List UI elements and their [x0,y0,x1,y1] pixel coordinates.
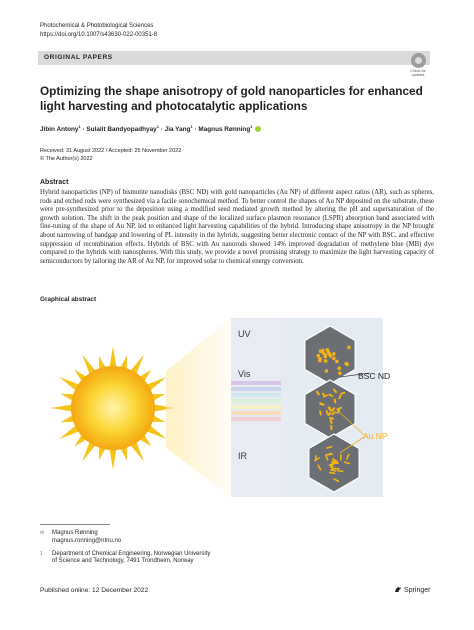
sun-icon [71,366,155,450]
springer-horse-icon [394,586,402,593]
au-nanoparticle [324,355,328,359]
au-nanoparticle [335,360,339,364]
abstract-text: Hybrid nanoparticles (NP) of bismutite nanodisks (BSC ND) with gold nanoparticles (Au NP) of different aspect ratios (AR), such as spheres, rods and etched rods were synthesized via a facile sonochemical method. To better control the shapes of Au NP deposited on the substrate, these were pre-synthesized prior to the deposition using a modified seed mediated growth method by altering the pH and supersaturation of the growth solution. The shift in the peak position and shape of the localized surface plasmon resonance (LSPR) absorption band associated with fine-tuning of the shape of Au NP, led to enhanced light harvesting capabilities of the hybrid. Introducing shape anisotropy in the NP brought about narrowing of bandgap and lowering of PL intensity in the hybrids, suggesting better electronic contact of the NP with BSC, and effective suppression of recombination effects. Hybrids of BSC with Au nanorods showed 14% improved degradation of methylene blue (MB) dye compared to the hybrids with nanospheres. With this study, we provide a novel promising strategy to maximize the light harvesting capacity of semiconductors by tailoring the AR of Au NP, for improved solar to chemical energy conversion. [40,189,434,265]
crossmark-icon [411,53,426,68]
author-affiliation-mark: 1 [156,124,159,129]
author-list: Jibin Antony$^1$ · Sulalit Bandyopadhyay$^1$ · Jia Yang$^1$ · Magnus Rønning$^1$ [40,124,440,133]
orcid-icon[interactable] [255,126,261,132]
graphical-abstract [38,313,436,501]
au-nanoparticle [322,351,326,355]
graphical-abstract-figure [38,313,436,501]
affiliation-line-2: of Science and Technology, 7491 Trondheim, Norway [52,558,194,565]
au-nanoparticle [329,354,333,358]
author-affiliation-mark: 1 [78,124,81,129]
section-label: ORIGINAL PAPERS [44,54,113,61]
au-nanoparticle [340,454,342,461]
article-title: Optimizing the shape anisotropy of gold nanoparticles for enhanced light harvesting and photocatalytic applications [40,84,423,113]
author-name[interactable]: Magnus Rønning [198,126,251,134]
au-nanoparticle [316,354,320,358]
author-name[interactable]: Sulalit Bandyopadhyay [86,126,157,134]
au-nanoparticle [332,357,336,361]
publisher-logo [394,586,430,594]
corresponding-author: Magnus Rønning [52,530,98,536]
spectrum-stripe [231,393,281,397]
au-nanoparticle [324,359,328,363]
crossmark-line1: Check for [410,69,426,73]
published-date: Published online: 12 December 2022 [40,587,149,594]
au-nanoparticle [325,369,329,373]
abstract-heading: Abstract [40,179,69,186]
spectrum-stripe [231,405,281,409]
band-label-ir: IR [238,451,247,461]
sun-ray [109,448,116,470]
au-nanoparticle [332,352,336,356]
spectrum-stripe [231,381,281,385]
spectrum-stripe [231,387,281,391]
envelope-icon: ✉ [40,530,45,536]
author-affiliation-mark: 1 [190,124,193,129]
sun-ray [51,404,73,411]
section-banner [38,51,430,65]
au-nanoparticle [347,346,351,350]
journal-name: Photochemical & Photobiological Sciences [40,23,154,29]
check-for-updates-badge[interactable] [405,53,431,79]
callout-bsc-nd: BSC ND [358,371,391,381]
publisher-name: Springer [404,587,431,594]
spectrum-stripe [231,417,281,421]
hybrid-nanoparticles [305,326,359,492]
affiliation-line-1: Department of Chemical Engineering, Norwegian University [52,550,211,557]
author-name[interactable]: Jia Yang [164,126,191,134]
affiliation-number: 1 [40,550,43,557]
copyright: © The Author(s) 2022 [40,155,93,162]
received-accepted: Received: 31 August 2022 / Accepted: 25 November 2022 [40,148,182,154]
sun-ray [109,346,116,368]
callout-au-np: Au NP [363,431,388,441]
journal-doi[interactable]: https://doi.org/10.1007/s43630-022-00351-8 [40,32,158,38]
crossmark-line2: updates [411,73,425,78]
au-nanoparticle [338,371,342,375]
journal-header [40,22,157,40]
spectrum-stripe [231,411,281,415]
au-nanoparticle [325,348,329,352]
au-nanoparticle [318,359,322,363]
corresponding-email[interactable]: magnus.ronning@ntnu.no [52,537,122,544]
correspondence-block [40,530,210,566]
author-name[interactable]: Jibin Antony [40,126,79,134]
author-affiliation-mark: 1 [250,124,253,129]
article-dates [40,148,181,163]
graphical-abstract-heading: Graphical abstract [40,296,97,303]
au-nanoparticle [337,367,341,371]
spectrum-stripe [231,399,281,403]
light-beam [166,318,231,497]
au-nanoparticle [345,363,349,367]
footnote-divider [40,524,110,525]
spectrum-stripes [231,381,281,421]
band-label-vis: Vis [238,369,251,379]
band-label-uv: UV [238,329,251,339]
